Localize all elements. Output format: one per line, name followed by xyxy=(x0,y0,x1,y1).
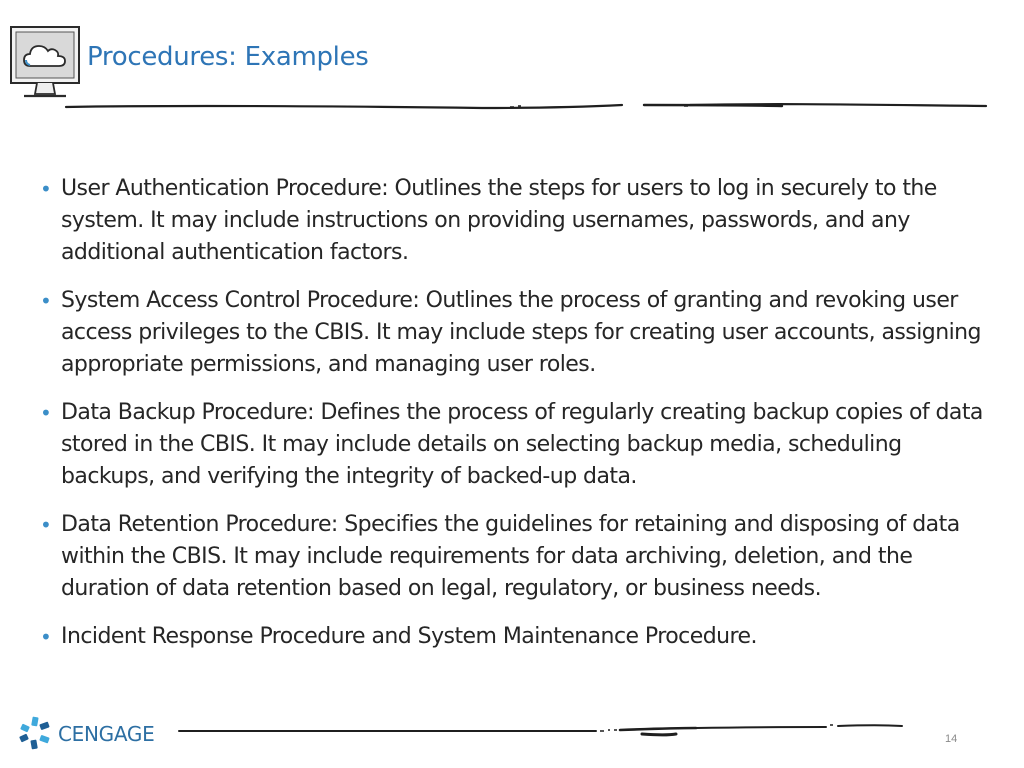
title-divider xyxy=(62,98,990,118)
cengage-asterisk-icon xyxy=(18,716,52,750)
bullet-item xyxy=(40,621,990,653)
bullet-list xyxy=(40,173,990,669)
page-number: 14 xyxy=(945,733,958,745)
bullet-icon: • xyxy=(40,401,52,425)
bullet-text: Incident Response Procedure and System Maintenance Procedure. xyxy=(61,624,757,649)
bullet-text: User Authentication Procedure: Outlines the steps for users to log in securely to the system. It may include instructions on providing usernames, passwords, and any additional authentication factors. xyxy=(61,176,937,265)
page-title: Procedures: Examples xyxy=(87,42,369,72)
bullet-item xyxy=(40,509,990,605)
bullet-icon: • xyxy=(40,289,52,313)
bullet-text: System Access Control Procedure: Outlines the process of granting and revoking user access privileges to the CBIS. It may include steps for creating user accounts, assigning appropriate permissions, and managing user roles. xyxy=(61,288,981,377)
footer-divider xyxy=(176,716,906,740)
bullet-item xyxy=(40,173,990,269)
brand-name: CENGAGE xyxy=(58,722,155,746)
bullet-icon: • xyxy=(40,513,52,537)
bullet-item xyxy=(40,285,990,381)
bullet-icon: • xyxy=(40,177,52,201)
bullet-text: Data Retention Procedure: Specifies the guidelines for retaining and disposing of data within the CBIS. It may include requirements for data archiving, deletion, and the duration of data retention based on legal, regulatory, or business needs. xyxy=(61,512,960,601)
cengage-logo xyxy=(18,716,168,752)
bullet-icon: • xyxy=(40,625,52,649)
cloud-monitor-icon xyxy=(8,24,82,104)
bullet-item xyxy=(40,397,990,493)
bullet-text: Data Backup Procedure: Defines the process of regularly creating backup copies of data stored in the CBIS. It may include details on selecting backup media, scheduling backups, and verifying the integrity of backed-up data. xyxy=(61,400,983,489)
